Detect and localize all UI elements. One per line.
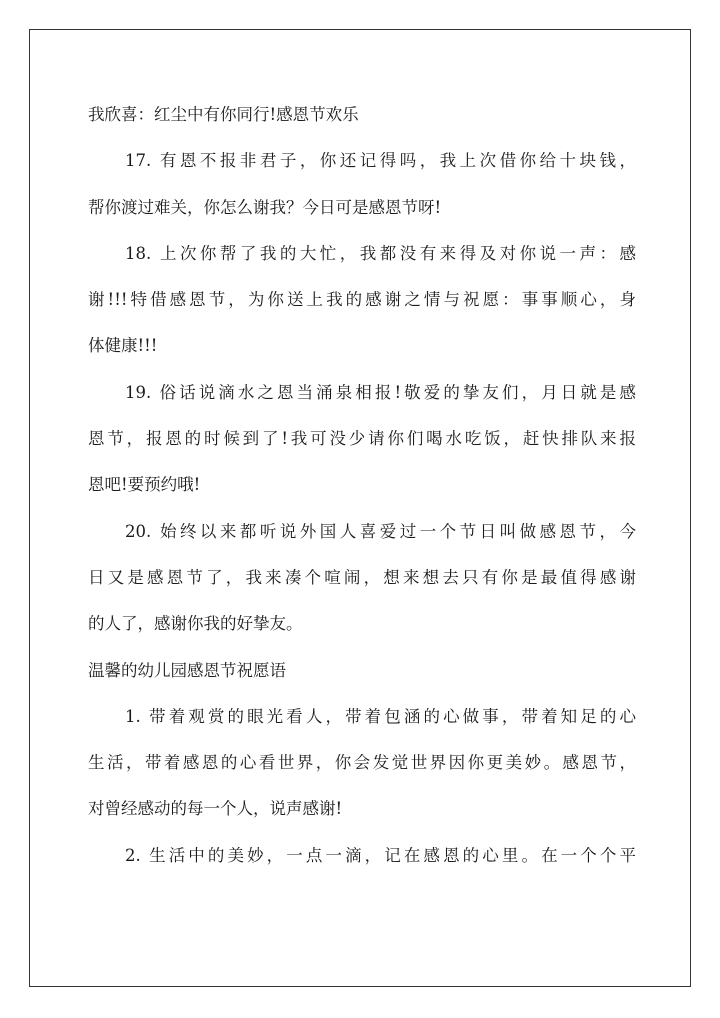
text-line: 的人了，感谢你我的好挚友。 (88, 614, 303, 634)
text-line: 我欣喜：红尘中有你同行!感恩节欢乐 (88, 105, 359, 124)
text-line: 恩节，报恩的时候到了!我可没少请你们喝水吃饭，赶快排队来报 (88, 429, 636, 449)
text-line: 2. 生活中的美妙，一点一滴，记在感恩的心里。在一个个平 (125, 845, 636, 865)
text-line: 17. 有恩不报非君子，你还记得吗，我上次借你给十块钱， (125, 151, 636, 171)
text-line: 20. 始终以来都听说外国人喜爱过一个节日叫做感恩节，今 (125, 521, 636, 541)
text-line: 日又是感恩节了，我来凑个喧闹，想来想去只有你是最值得感谢 (88, 567, 636, 587)
text-line: 帮你渡过难关，你怎么谢我？今日可是感恩节呀! (88, 197, 442, 217)
text-line: 19. 俗话说滴水之恩当涌泉相报!敬爱的挚友们，月日就是感 (125, 382, 636, 402)
document-body (88, 92, 636, 879)
text-line: 18. 上次你帮了我的大忙，我都没有来得及对你说一声：感 (125, 243, 636, 263)
text-line: 谢!!!特借感恩节，为你送上我的感谢之情与祝愿：事事顺心，身 (88, 290, 636, 310)
text-line: 1. 带着观赏的眼光看人，带着包涵的心做事，带着知足的心 (125, 706, 636, 726)
text-line: 恩吧!要预约哦! (88, 475, 201, 495)
text-line: 温馨的幼儿园感恩节祝愿语 (88, 660, 286, 680)
text-line: 对曾经感动的每一个人，说声感谢! (88, 799, 343, 819)
text-line: 体健康!!! (88, 336, 158, 356)
text-line: 生活，带着感恩的心看世界，你会发觉世界因你更美妙。感恩节， (88, 753, 636, 773)
